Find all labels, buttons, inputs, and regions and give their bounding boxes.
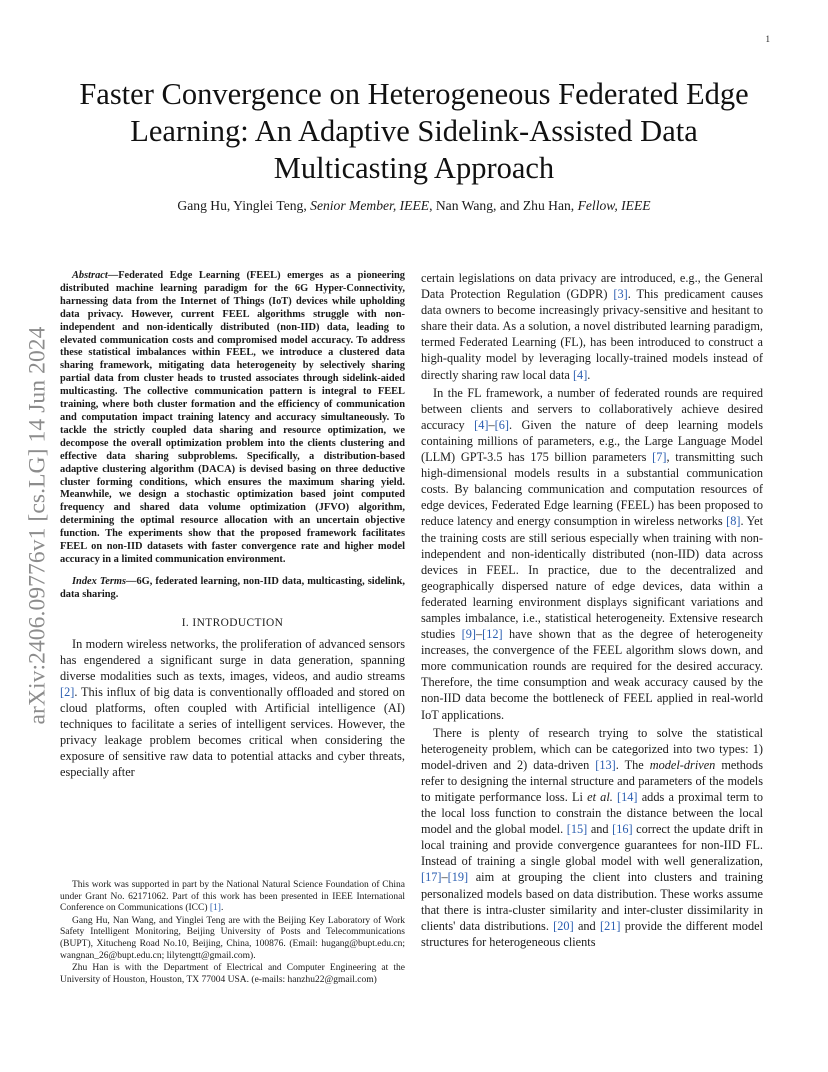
text-run: provide the different model structures for heterogeneous clients xyxy=(421,918,763,949)
right-column xyxy=(421,270,763,952)
citation-link[interactable]: [4] xyxy=(474,417,489,432)
citation-link[interactable]: [2] xyxy=(60,684,75,699)
text-run: methods refer to designing the internal structure and parameters of the models to mitigate performance loss. Li xyxy=(421,757,763,804)
text-run: aim at grouping the client into clusters and training personalized models based on data distribution. These works assume that there is intra-cluster similarity and inter-cluster dissimilarity in clients' data distributions. xyxy=(421,870,763,933)
citation-link[interactable]: [7] xyxy=(652,450,667,465)
left-column xyxy=(60,270,405,781)
author-role-2: Fellow, IEEE xyxy=(577,198,651,213)
text-run: . Given the nature of deep learning models containing millions of parameters, e.g., the Large Language Model (LLM) GPT-3.5 has 175 billion parameters xyxy=(421,417,763,465)
text-run: – xyxy=(475,627,483,642)
text-run: – xyxy=(488,417,495,432)
citation-link[interactable]: [13] xyxy=(595,757,616,772)
text-run: . This predicament causes data owners to become increasingly privacy-sensitive and hesitant to share their data. As a solution, a novel distributed learning paradigm, termed Federated Learning (FL), has been introduced to construct a high-quality model by leveraging locally-trained models instead of directly sharing raw local data xyxy=(421,287,763,382)
text-run: . Yet the training costs are still serious especially when training with non-independent and non-identically distributed (non-IID) data across devices in FEEL. In practice, due to the decentralized and geographically dispersed nature of edge devices, data within a federated learning environment displays significant variations and samples imbalance, i.e., statistical heterogeneity. Extensive research studies xyxy=(421,514,763,642)
abstract-text: —Federated Edge Learning (FEEL) emerges as a pioneering distributed machine learning paradigm for the 6G Hyper-Connectivity, harnessing data from the Internet of Things (IoT) devices while upholding data privacy. However, current FEEL algorithms struggle with non-independent and non-identically distributed (non-IID) data, leading to elevated communication costs and compromised model accuracy. To address these statistical imbalances within FEEL, we introduce a clustered data sharing framework, mitigating data heterogeneity by selectively sharing partial data from cluster heads to trusted associates through sidelink-aided multicasting. The collective communication pattern is integral to FEEL training, where both cluster formation and the efficiency of communication and computation impact training latency and accuracy simultaneously. To tackle the strictly coupled data sharing and resource optimization, we decompose the overall optimization problem into the clients clustering and effective data sharing subproblems. Specifically, a distribution-based adaptive clustering algorithm (DACA) is devised basing on three deductive cluster forming conditions, which ensures the maximum sharing yield. Meanwhile, we design a stochastic optimization based joint computed frequency and shared data volume optimization (JFVO) algorithm, determining the optimal resource allocation with an uncertain objective function. The experiments show that the proposed framework facilitates FEEL on non-IID datasets with faster convergence rate and higher model accuracy in a limited communication environment. xyxy=(60,270,405,565)
text-run: certain legislations on data privacy are introduced, e.g., the General Data Protection Regulation (GDPR) xyxy=(421,271,763,302)
author-names-2: , Nan Wang, and Zhu Han, xyxy=(429,198,578,213)
text-run: There is plenty of research trying to solve the statistical heterogeneity problem, which can be categorized into two types: 1) model-driven and 2) data-driven xyxy=(421,725,763,772)
citation-link[interactable]: [4] xyxy=(572,367,588,382)
arxiv-stamp xyxy=(16,290,60,760)
footnote-funding xyxy=(60,880,405,915)
citation-link[interactable]: [8] xyxy=(726,514,741,529)
text-run: – xyxy=(441,870,448,885)
footnotes xyxy=(60,880,405,987)
index-terms xyxy=(60,576,405,602)
text-run: and xyxy=(573,918,600,933)
emphasis: model-driven xyxy=(649,757,716,772)
section-heading-introduction: I. INTRODUCTION xyxy=(181,616,284,629)
index-terms-label: Index Terms xyxy=(72,575,127,587)
text-run: This work was supported in part by the National Natural Science Foundation of China under Grant No. 62171062. Part of this work has been presented in IEEE International Conference on Communications (ICC) xyxy=(60,880,405,914)
citation-link[interactable]: [16] xyxy=(612,822,633,837)
right-paragraph-1 xyxy=(421,270,763,383)
author-list xyxy=(60,198,768,214)
citation-link[interactable]: [20] xyxy=(553,918,574,933)
citation-link[interactable]: [12] xyxy=(482,627,503,642)
paper-title: Faster Convergence on Heterogeneous Federated Edge Learning: An Adaptive Sidelink-Assisted Data Multicasting Approach xyxy=(79,77,749,185)
text-run: . This influx of big data is conventionally offloaded and stored on cloud platforms, often coupled with Artificial intelligence (AI) techniques to facilitate a series of intelligent services. However, the privacy leakage problem becomes critical when considering the exposure of sensitive raw data to potential attacks and cyber threats, especially after xyxy=(60,684,405,780)
abstract xyxy=(60,270,405,567)
text-run: In modern wireless networks, the proliferation of advanced sensors has engendered a significant surge in data generation, spanning diverse modalities such as texts, images, videos, and audio streams xyxy=(60,636,405,683)
citation-link[interactable]: [1] xyxy=(209,903,221,914)
text-run: In the FL framework, a number of federated rounds are required between clients and servers to collaboratively achieve desired accuracy xyxy=(421,385,763,432)
citation-link[interactable]: [6] xyxy=(494,417,509,432)
arxiv-identifier: arXiv:2406.09776v1 [cs.LG] 14 Jun 2024 xyxy=(24,325,51,725)
citation-link[interactable]: [21] xyxy=(599,918,621,933)
text-run: correct the update drift in local training and provide convergence guarantees for non-IID FL. Instead of training a single global model with well generalization, xyxy=(421,822,763,869)
text-run: . The xyxy=(615,757,650,772)
citation-link[interactable]: [14] xyxy=(617,790,638,804)
citation-link[interactable]: [17] xyxy=(421,870,442,885)
footnote-affiliation-houston: Zhu Han is with the Department of Electrical and Computer Engineering at the University of Houston, Houston, TX 77004 USA. (e-mails: hanzhu22@gmail.com) xyxy=(60,963,405,985)
text-run: . xyxy=(220,903,224,914)
abstract-label: Abstract xyxy=(72,270,108,281)
page-number: 1 xyxy=(765,34,770,44)
intro-paragraph-1 xyxy=(60,636,405,781)
text-run: adds a proximal term to the local loss function to constrain the distance between the local model and the global model. xyxy=(421,790,764,837)
footnote-affiliation-bupt: Gang Hu, Nan Wang, and Yinglei Teng are with the Beijing Key Laboratory of Work Safety Intelligent Monitoring, Beijing University of Posts and Telecommunications (BUPT), Xitucheng Road No.10, Beijing, China, 100876. (Email: hugang@bupt.edu.cn; wangnan_26@bupt.edu.cn; lilytengtt@gmail.com). xyxy=(60,915,405,961)
text-run: have shown that as the degree of heterogeneity increases, the convergence of the FEEL algorithm slows down, and more communication rounds are required for the desired accuracy. Therefore, the time consumption and weak accuracy caused by the non-IID data become the bottleneck of FEEL applied in real-world IoT applications. xyxy=(421,627,763,722)
citation-link[interactable]: [9] xyxy=(461,627,476,642)
citation-link[interactable]: [19] xyxy=(447,870,469,885)
index-terms-text: —6G, federated learning, non-IID data, multicasting, sidelink, data sharing. xyxy=(60,575,405,600)
text-run: and xyxy=(587,822,613,837)
citation-link[interactable]: [3] xyxy=(613,287,628,302)
text-run: . xyxy=(587,367,591,382)
author-role-1: Senior Member, IEEE xyxy=(310,198,430,213)
right-paragraph-3 xyxy=(421,725,763,950)
citation-link[interactable]: [15] xyxy=(566,822,588,837)
right-paragraph-2 xyxy=(421,385,763,723)
emphasis: et al. xyxy=(587,790,613,804)
author-names-1: Gang Hu, Yinglei Teng, xyxy=(177,198,311,213)
text-run: , transmitting such high-dimensional models results in a substantial communication costs. By balancing communication and computation resources of edge devices, Federated Edge learning (FEEL) has been proposed to reduce latency and energy consumption in wireless networks xyxy=(421,450,763,529)
